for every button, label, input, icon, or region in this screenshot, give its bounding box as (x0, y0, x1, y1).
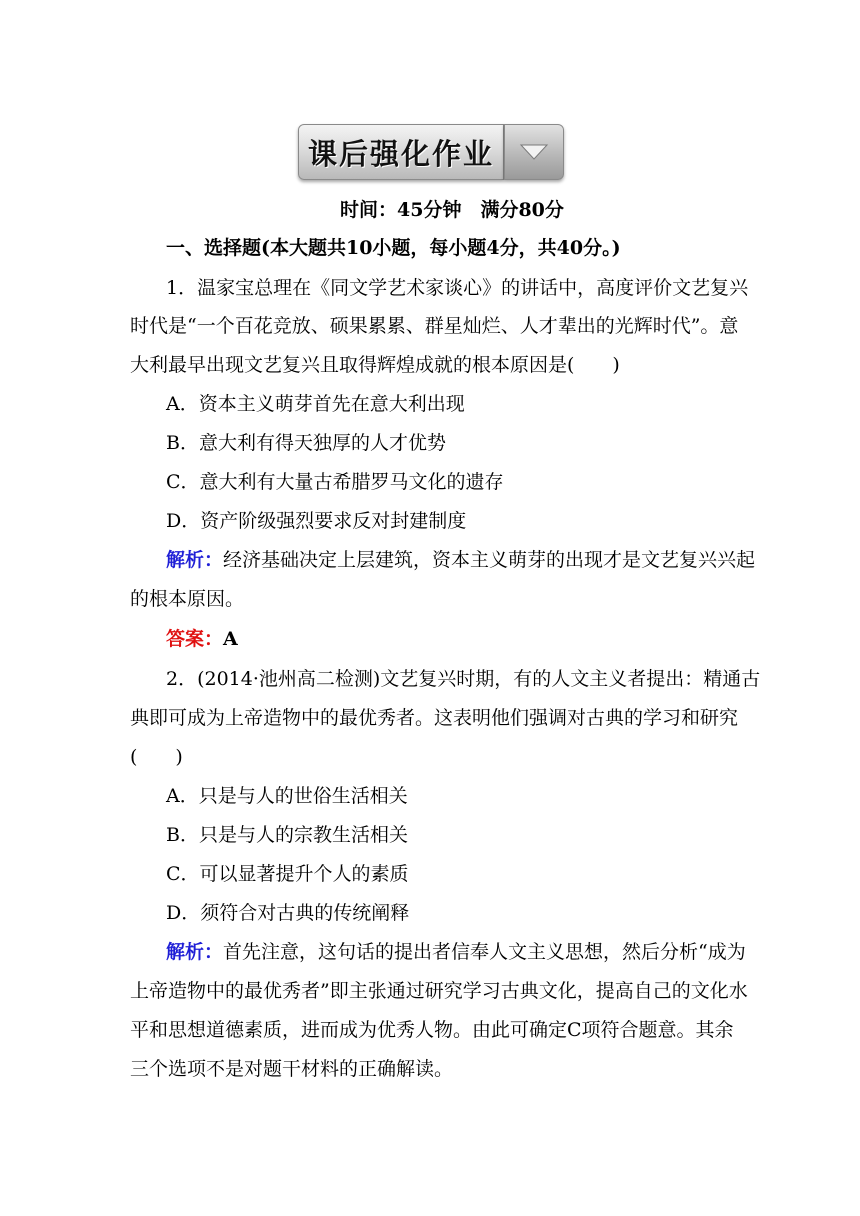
q2-analysis-line-4: 三个选项不是对题干材料的正确解读。 (130, 1058, 454, 1080)
banner-title-box (298, 124, 504, 180)
q1-line-1: 1．温家宝总理在《同文学艺术家谈心》的讲话中，高度评价文艺复兴 (166, 277, 749, 299)
q2-line-3: ( ) (130, 746, 183, 768)
q1-option-b: B．意大利有得天独厚的人才优势 (166, 432, 446, 454)
q1-option-d: D．资产阶级强烈要求反对封建制度 (166, 510, 467, 532)
q2-option-d: D．须符合对古典的传统阐释 (166, 902, 410, 924)
q2-analysis-label: 解析： (166, 941, 224, 963)
time-info: 时间：45分钟 满分80分 (340, 199, 564, 221)
q2-option-b: B．只是与人的宗教生活相关 (166, 824, 408, 846)
q1-option-a: A．资本主义萌芽首先在意大利出现 (166, 393, 465, 415)
q1-answer-label: 答案： (166, 628, 224, 650)
q2-analysis-line-3: 平和思想道德素质，进而成为优秀人物。由此可确定C项符合题意。其余 (130, 1019, 734, 1041)
q1-answer-value: A (223, 628, 238, 650)
q1-line-2: 时代是“一个百花竞放、硕果累累、群星灿烂、人才辈出的光辉时代”。意 (130, 315, 739, 337)
q2-analysis-line-2: 上帝造物中的最优秀者”即主张通过研究学习古典文化，提高自己的文化水 (130, 980, 748, 1002)
chevron-down-icon (519, 141, 549, 163)
q2-option-a: A．只是与人的世俗生活相关 (166, 785, 408, 807)
q1-analysis-line-2: 的根本原因。 (130, 588, 245, 610)
q2-line-2: 典即可成为上帝造物中的最优秀者。这表明他们强调对古典的学习和研究 (130, 707, 739, 729)
q2-line-1: 2．(2014·池州高二检测)文艺复兴时期，有的人文主义者提出：精通古 (166, 668, 761, 690)
q1-option-c: C．意大利有大量古希腊罗马文化的遗存 (166, 471, 504, 493)
banner-title: 课后强化作业 (307, 136, 494, 171)
q2-analysis-text-1: 首先注意，这句话的提出者信奉人文主义思想，然后分析“成为 (223, 941, 746, 963)
q2-option-c: C．可以显著提升个人的素质 (166, 863, 409, 885)
section-banner (298, 124, 564, 178)
q1-line-3: 大利最早出现文艺复兴且取得辉煌成就的根本原因是( ) (130, 354, 620, 376)
q1-answer (166, 627, 238, 651)
q2-analysis-line-1 (166, 940, 746, 964)
q1-analysis-label: 解析： (166, 549, 224, 571)
q1-analysis-line-1 (166, 548, 756, 572)
banner-arrow (504, 124, 564, 180)
section-heading: 一、选择题(本大题共10小题，每小题4分，共40分。) (166, 237, 621, 259)
q1-analysis-text-1: 经济基础决定上层建筑，资本主义萌芽的出现才是文艺复兴兴起 (223, 549, 756, 571)
